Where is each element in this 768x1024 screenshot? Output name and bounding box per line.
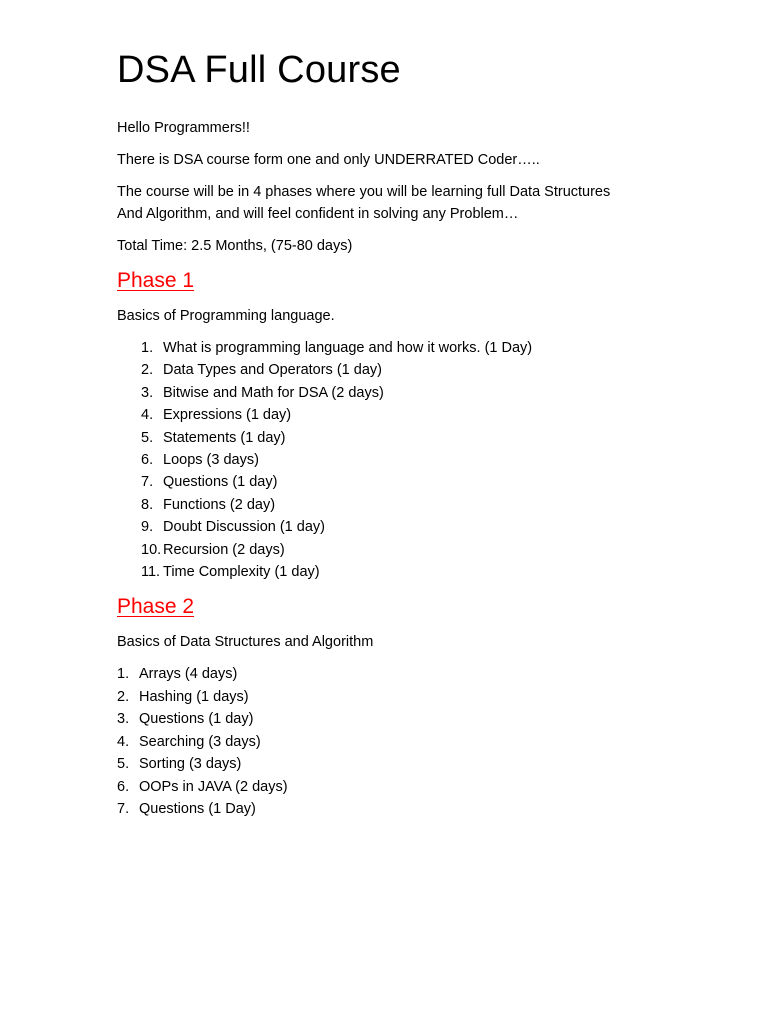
phase-1-heading: Phase 1	[117, 269, 195, 292]
list-item-text: Loops (3 days)	[163, 452, 259, 469]
list-number: 6.	[117, 778, 130, 795]
list-number: 2.	[141, 362, 154, 379]
total-time-text: Total Time: 2.5 Months, (75-80 days)	[117, 238, 353, 254]
list-item-text: Questions (1 day)	[163, 474, 278, 491]
list-number: 2.	[117, 688, 130, 705]
list-item-text: Doubt Discussion (1 day)	[163, 519, 325, 536]
phase-2-heading: Phase 2	[117, 595, 195, 619]
intro-text: There is DSA course form one and only UNDERRATED Coder…..	[117, 152, 540, 168]
phase-1-topic-list	[117, 337, 677, 583]
list-item-text: Questions (1 Day)	[139, 800, 256, 817]
list-number: 4.	[141, 407, 154, 424]
list-number: 1.	[117, 666, 130, 683]
list-item-text: Bitwise and Math for DSA (2 days)	[163, 384, 384, 401]
list-number: 7.	[117, 800, 130, 817]
list-item-text: OOPs in JAVA (2 days)	[139, 778, 288, 795]
list-item-text: Expressions (1 day)	[163, 407, 292, 424]
list-item-text: Functions (2 day)	[163, 496, 276, 513]
list-item	[117, 708, 677, 730]
list-number: 5.	[117, 756, 130, 773]
list-item	[117, 404, 677, 426]
list-item	[117, 471, 677, 493]
list-item-text: Sorting (3 days)	[139, 756, 242, 773]
phase-2-subtitle: Basics of Data Structures and Algorithm	[117, 634, 374, 651]
list-number: 11.	[141, 564, 161, 581]
description-line-2: And Algorithm, and will feel confident in solving any Problem…	[117, 206, 519, 222]
list-item	[117, 516, 677, 538]
list-item-text: Questions (1 day)	[139, 711, 254, 728]
list-item-text: Data Types and Operators (1 day)	[163, 362, 382, 379]
list-item	[117, 753, 677, 775]
list-number: 4.	[117, 733, 130, 750]
list-item-text: Time Complexity (1 day)	[163, 564, 320, 581]
phase-1-subtitle: Basics of Programming language.	[117, 308, 335, 324]
list-item-text: Arrays (4 days)	[139, 666, 238, 683]
list-number: 3.	[117, 711, 130, 728]
list-item-text: Hashing (1 days)	[139, 688, 249, 705]
list-number: 5.	[141, 429, 154, 446]
list-item	[117, 561, 677, 583]
list-item-text: What is programming language and how it works. (1 Day)	[163, 340, 533, 356]
page-title: DSA Full Course	[117, 49, 401, 91]
document-content	[117, 46, 677, 830]
description-text	[117, 181, 677, 225]
list-item	[117, 494, 677, 516]
list-item	[117, 798, 677, 820]
greeting-text: Hello Programmers!!	[117, 120, 250, 136]
list-item	[117, 427, 677, 449]
list-item	[117, 539, 677, 561]
list-number: 7.	[141, 474, 154, 491]
list-item-text: Recursion (2 days)	[163, 541, 285, 558]
list-item-text: Searching (3 days)	[139, 733, 261, 750]
list-number: 8.	[141, 496, 154, 513]
list-number: 3.	[141, 384, 154, 401]
list-item	[117, 382, 677, 404]
description-line-1: The course will be in 4 phases where you will be learning full Data Structures	[117, 184, 611, 200]
list-number: 1.	[141, 340, 154, 356]
list-item	[117, 776, 677, 798]
list-number: 6.	[141, 452, 154, 469]
list-item	[117, 359, 677, 381]
list-item	[117, 731, 677, 753]
list-item-text: Statements (1 day)	[163, 429, 286, 446]
list-item	[117, 449, 677, 471]
list-number: 10.	[141, 541, 162, 558]
list-number: 9.	[141, 519, 154, 536]
list-item	[117, 686, 677, 708]
list-item	[117, 337, 677, 359]
phase-2-topic-list	[117, 663, 677, 820]
list-item	[117, 663, 677, 685]
